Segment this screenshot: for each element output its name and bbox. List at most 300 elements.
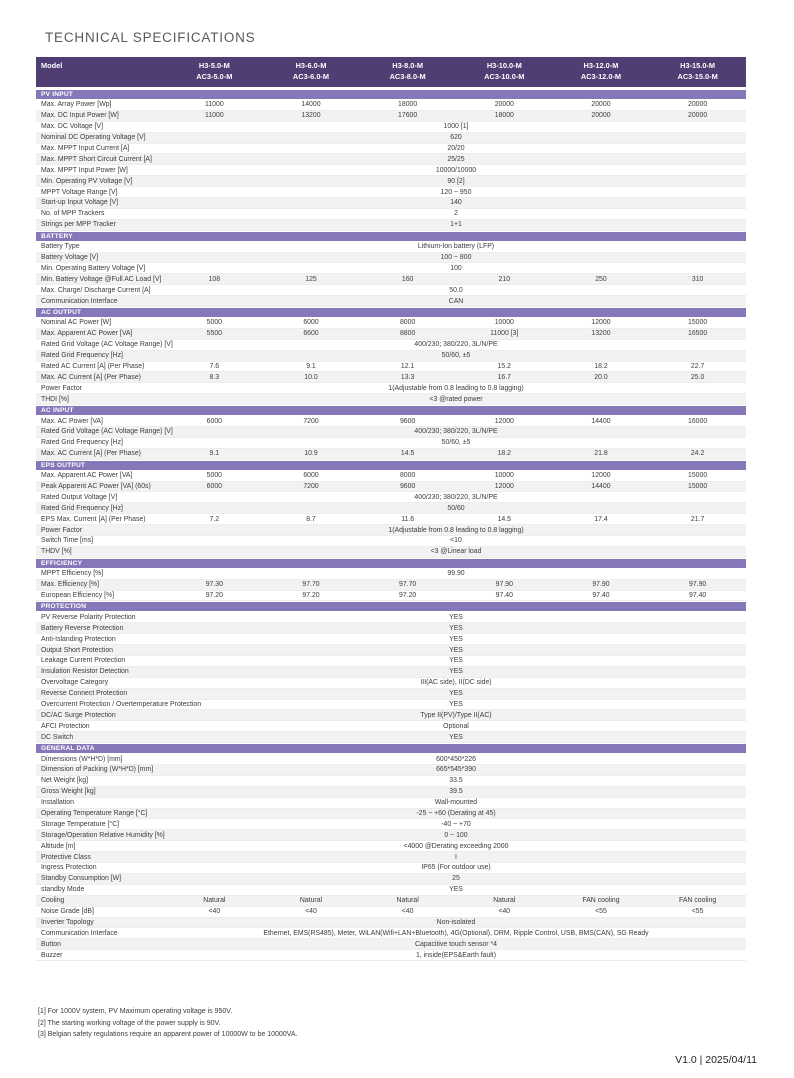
spec-label: Nominal DC Operating Voltage [V] <box>41 134 146 142</box>
spec-value: 6000 <box>206 482 222 490</box>
spec-value: Natural <box>493 897 516 905</box>
spec-label: DC/AC Surge Protection <box>41 711 116 719</box>
spec-value-span: Capacitive touch sensor *4 <box>415 940 497 948</box>
spec-value: 16500 <box>688 330 708 338</box>
spec-row <box>36 580 746 591</box>
model-column-header <box>166 60 263 83</box>
spec-value: 13.3 <box>400 373 415 381</box>
spec-row <box>36 492 746 503</box>
spec-value: 18.2 <box>594 362 608 370</box>
spec-value: 6000 <box>303 319 319 327</box>
spec-value: 14000 <box>301 101 321 109</box>
spec-value: 97.20 <box>205 592 223 599</box>
spec-value: <55 <box>595 908 607 916</box>
spec-value: 7200 <box>303 417 319 425</box>
spec-value-span: 1, inside(EPS&Earth fault) <box>415 951 497 959</box>
spec-label: Battery Reverse Protection <box>41 624 124 632</box>
spec-value: 97.90 <box>495 581 513 589</box>
spec-label: Rated Grid Voltage (AC Voltage Range) [V] <box>41 341 173 349</box>
spec-value: 25.0 <box>690 373 705 381</box>
spec-row <box>36 394 746 405</box>
spec-value-span: 400/230; 380/220, 3L/N/PE <box>414 341 498 349</box>
spec-section <box>36 232 746 307</box>
section-rows <box>36 471 746 558</box>
section-rows <box>36 416 746 460</box>
spec-label: Power Factor <box>41 384 82 392</box>
spec-label: DC Switch <box>41 733 74 741</box>
spec-row <box>36 732 746 743</box>
model-column-header <box>456 60 553 83</box>
footnote-line: [3] Belgian safety regulations require an apparent power of 10000W to be 10000VA. <box>38 1031 298 1038</box>
spec-row <box>36 525 746 536</box>
spec-row <box>36 144 746 155</box>
spec-value-span: 20/20 <box>447 144 465 152</box>
spec-value: 16.7 <box>497 373 511 381</box>
footnote-line: [2] The starting working voltage of the power supply is 90V. <box>38 1019 221 1027</box>
spec-value: Natural <box>396 897 419 905</box>
spec-row <box>36 874 746 885</box>
spec-row <box>36 449 746 460</box>
section-header: AC OUTPUT <box>36 308 746 317</box>
spec-label: Inverter Topology <box>41 918 94 926</box>
spec-row <box>36 645 746 656</box>
spec-value-span: YES <box>449 613 463 621</box>
section-rows <box>36 754 746 961</box>
spec-row <box>36 536 746 547</box>
spec-value: 13200 <box>301 112 321 120</box>
spec-row <box>36 678 746 689</box>
spec-value-span: 50.0 <box>449 286 463 294</box>
specifications-table <box>36 57 746 961</box>
spec-row <box>36 787 746 798</box>
spec-value-span: <3 @Linear load <box>430 548 482 556</box>
spec-value: 13200 <box>591 330 611 338</box>
spec-value: 5000 <box>206 472 222 480</box>
spec-value-span: CAN <box>448 297 464 305</box>
spec-value-span: 600*450*226 <box>436 755 476 763</box>
spec-row <box>36 918 746 929</box>
spec-value: 16000 <box>688 417 708 425</box>
spec-value-span: <4000 @Derating exceeding 2000 <box>403 842 509 850</box>
spec-section <box>36 461 746 558</box>
spec-value: 250 <box>595 275 607 283</box>
spec-row <box>36 340 746 351</box>
model-name-line2: AC3-10.0-M <box>484 72 525 82</box>
table-sections <box>36 90 746 961</box>
spec-label: MPPT Voltage Range [V] <box>41 188 118 196</box>
spec-value: 17600 <box>398 112 418 120</box>
spec-section <box>36 602 746 743</box>
spec-value-span: I <box>455 853 457 861</box>
spec-row <box>36 111 746 122</box>
spec-value: 108 <box>208 275 221 283</box>
model-column-header <box>359 60 456 83</box>
spec-row <box>36 700 746 711</box>
spec-label: Net Weight [kg] <box>41 777 88 785</box>
spec-value-span: 100 ~ 800 <box>440 253 472 261</box>
spec-row <box>36 863 746 874</box>
spec-value: 11000 <box>205 101 224 109</box>
spec-value: 18.2 <box>497 450 511 458</box>
spec-value: 14.5 <box>497 515 511 523</box>
spec-label: Nominal AC Power [W] <box>41 319 112 327</box>
spec-value-span: 50/60, ±5 <box>441 352 471 360</box>
spec-value-span: 90 [2] <box>447 177 465 185</box>
spec-value: 97.70 <box>302 581 320 589</box>
spec-label: Altitude [m] <box>41 842 76 850</box>
spec-row <box>36 263 746 274</box>
spec-value: FAN cooling <box>679 897 717 905</box>
spec-label: Cooling <box>41 897 65 905</box>
spec-row <box>36 591 746 602</box>
footnote-line: [1] For 1000V system, PV Maximum operating voltage is 950V. <box>38 1008 233 1015</box>
spec-value: 15.2 <box>497 362 511 370</box>
spec-section <box>36 90 746 231</box>
spec-value-span: 50/60 <box>447 504 465 512</box>
spec-value-span: 100 <box>450 264 462 272</box>
spec-value: 11.6 <box>401 515 415 523</box>
spec-label: Gross Weight [kg] <box>41 788 96 796</box>
spec-value: 9600 <box>399 482 416 490</box>
spec-row <box>36 798 746 809</box>
spec-value-span: YES <box>449 690 463 698</box>
model-name-line2: AC3-5.0-M <box>196 72 233 82</box>
section-header: EPS OUTPUT <box>36 461 746 470</box>
spec-row <box>36 351 746 362</box>
spec-label: Button <box>41 940 61 948</box>
spec-value: 97.20 <box>399 592 417 599</box>
section-rows <box>36 612 746 743</box>
spec-value: <40 <box>498 908 511 916</box>
section-rows <box>36 100 746 231</box>
spec-value: 20000 <box>688 101 708 109</box>
spec-value: 11000 <box>205 112 224 120</box>
model-name-line1: H3-6.0-M <box>295 61 327 70</box>
spec-value: 8.3 <box>209 373 220 381</box>
spec-row <box>36 852 746 863</box>
spec-label: Operating Temperature Range [°C] <box>41 810 148 818</box>
spec-value: 15000 <box>688 472 708 480</box>
spec-value: 15000 <box>688 482 708 490</box>
section-rows <box>36 242 746 307</box>
spec-value: 7200 <box>303 482 319 490</box>
spec-value-span: 665*545*390 <box>436 766 476 774</box>
spec-value: <40 <box>305 908 317 916</box>
spec-row <box>36 809 746 820</box>
spec-value: 12000 <box>494 482 514 490</box>
spec-value: 20000 <box>591 101 611 109</box>
spec-label: European Efficiency [%] <box>41 592 115 599</box>
spec-value: 14.5 <box>400 450 415 458</box>
spec-row <box>36 656 746 667</box>
spec-row <box>36 896 746 907</box>
spec-value: 14400 <box>591 482 611 490</box>
model-column-header <box>553 60 650 83</box>
section-rows <box>36 569 746 602</box>
spec-value: 125 <box>305 275 317 283</box>
spec-value: 5500 <box>206 330 222 338</box>
section-header: EFFICIENCY <box>36 559 746 568</box>
section-header: BATTERY <box>36 232 746 241</box>
spec-value-span: 33.5 <box>449 777 463 785</box>
spec-value: <55 <box>691 908 704 916</box>
spec-value-span: 2 <box>454 210 458 218</box>
model-column-header <box>649 60 746 83</box>
page-title: TECHNICAL SPECIFICATIONS <box>45 30 256 45</box>
spec-label: Leakage Current Protection <box>41 657 126 665</box>
spec-label: Power Factor <box>41 526 82 534</box>
spec-value: 160 <box>401 275 414 283</box>
spec-label: Max. AC Current [A] (Per Phase) <box>41 450 141 458</box>
spec-label: Max. Apparent AC Power [VA] <box>41 472 133 480</box>
spec-value: 6000 <box>206 417 222 425</box>
spec-value-span: 1(Adjustable from 0.8 leading to 0.8 lagging) <box>388 384 524 392</box>
spec-label: Max. Array Power [Wp] <box>41 101 112 109</box>
spec-label: Max. DC Input Power [W] <box>41 112 119 120</box>
spec-value: 9.1 <box>306 362 316 370</box>
spec-row <box>36 907 746 918</box>
spec-value: 7.2 <box>209 515 220 523</box>
spec-label: Min. Operating PV Voltage [V] <box>41 177 133 185</box>
spec-label: Max. Efficiency [%] <box>41 581 100 589</box>
spec-label: Overvoltage Category <box>41 679 109 687</box>
spec-value: 20000 <box>591 112 611 120</box>
section-header: AC INPUT <box>36 406 746 415</box>
spec-value: 12000 <box>494 417 514 425</box>
spec-value: <40 <box>401 908 414 916</box>
model-name-line1: H3-10.0-M <box>486 61 522 70</box>
spec-row <box>36 187 746 198</box>
spec-value-span: Wall-mounted <box>434 799 478 807</box>
spec-value: 20.0 <box>594 373 608 381</box>
spec-row <box>36 928 746 939</box>
spec-label: Battery Voltage [V] <box>41 253 99 261</box>
spec-label: Rated Grid Voltage (AC Voltage Range) [V] <box>41 428 173 436</box>
spec-value: 10000 <box>494 472 514 480</box>
model-name-line2: AC3-6.0-M <box>292 72 330 82</box>
spec-row <box>36 841 746 852</box>
spec-value-span: 1000 [1] <box>443 123 469 131</box>
model-name-line2: AC3-12.0-M <box>580 72 622 82</box>
spec-row <box>36 154 746 165</box>
spec-label: Buzzer <box>41 951 63 959</box>
spec-label: No. of MPP Trackers <box>41 210 105 218</box>
spec-row <box>36 830 746 841</box>
spec-value: 17.4 <box>594 515 608 523</box>
spec-row <box>36 274 746 285</box>
spec-label: Battery Type <box>41 243 80 251</box>
model-name-line1: H3-5.0-M <box>198 61 230 70</box>
spec-value: 8000 <box>399 319 416 327</box>
spec-label: THDI [%] <box>41 395 69 403</box>
spec-label: Rated Grid Frequency [Hz] <box>41 439 123 447</box>
spec-label: Installation <box>41 799 74 807</box>
spec-value-span: YES <box>449 733 463 741</box>
spec-value: 5000 <box>206 319 222 327</box>
spec-value: 8.7 <box>306 515 316 523</box>
spec-label: Max. DC Voltage [V] <box>41 123 104 131</box>
spec-value-span: 25/25 <box>447 155 465 163</box>
model-name-line1: H3-15.0-M <box>680 61 716 70</box>
footnotes <box>38 1008 297 1043</box>
spec-value-span: 50/60, ±5 <box>441 439 471 447</box>
spec-value-span: 0 ~ 100 <box>444 831 468 839</box>
spec-value-span: YES <box>449 635 463 643</box>
spec-value: 14400 <box>591 417 611 425</box>
spec-row <box>36 710 746 721</box>
spec-value: 11000 [3] <box>490 330 519 338</box>
model-name-line2: AC3-15.0-M <box>677 72 718 82</box>
spec-label: Dimension of Packing (W*H*D) [mm] <box>41 766 154 774</box>
spec-value: FAN cooling <box>582 897 620 905</box>
spec-row <box>36 634 746 645</box>
spec-value: 310 <box>691 275 704 283</box>
spec-row <box>36 950 746 961</box>
spec-label: Storage Temperature [°C] <box>41 820 120 828</box>
spec-label: Protective Class <box>41 853 91 861</box>
spec-value: 7.6 <box>209 362 220 370</box>
spec-value-span: 400/230; 380/220, 3L/N/PE <box>414 428 498 436</box>
spec-label: standby Mode <box>41 886 85 894</box>
spec-value-span: <10 <box>450 537 462 545</box>
spec-row <box>36 438 746 449</box>
spec-row <box>36 383 746 394</box>
spec-row <box>36 220 746 231</box>
spec-row <box>36 176 746 187</box>
spec-row <box>36 209 746 220</box>
spec-value: 10.0 <box>304 373 318 381</box>
spec-value: 9.1 <box>209 450 220 458</box>
spec-section <box>36 308 746 405</box>
spec-value: 21.8 <box>594 450 608 458</box>
spec-row <box>36 547 746 558</box>
spec-row <box>36 416 746 427</box>
spec-label: Dimensions (W*H*D) [mm] <box>41 755 123 763</box>
spec-label: Ingress Protection <box>41 864 97 872</box>
spec-value-span: YES <box>449 657 463 665</box>
spec-value: 12.1 <box>400 362 415 370</box>
spec-label: Max. MPPT Input Power [W] <box>41 166 128 174</box>
spec-value: 97.70 <box>399 581 417 589</box>
spec-label: Rated Output Voltage [V] <box>41 493 118 501</box>
spec-value: 6000 <box>303 472 319 480</box>
spec-row <box>36 198 746 209</box>
spec-label: Max. AC Current [A] (Per Phase) <box>41 373 141 381</box>
spec-value: 97.90 <box>592 581 610 589</box>
spec-value: 97.90 <box>688 581 707 589</box>
spec-row <box>36 819 746 830</box>
spec-value: 97.30 <box>205 581 223 589</box>
spec-label: Anti-Islanding Protection <box>41 635 116 643</box>
spec-row <box>36 372 746 383</box>
spec-label: Reverse Connect Protection <box>41 690 128 698</box>
spec-row <box>36 776 746 787</box>
spec-value-span: 10000/10000 <box>435 166 477 174</box>
spec-label: Communication Interface <box>41 297 118 305</box>
spec-row <box>36 514 746 525</box>
spec-row <box>36 623 746 634</box>
spec-row <box>36 765 746 776</box>
spec-value: 20000 <box>494 101 514 109</box>
spec-value: 6600 <box>303 330 319 338</box>
spec-value-span: Optional <box>443 722 469 730</box>
spec-value-span: Type II(PV)/Type II(AC) <box>420 711 492 719</box>
spec-row <box>36 296 746 307</box>
spec-label: Max. MPPT Short Circuit Current [A] <box>41 155 152 163</box>
spec-label: AFCI Protection <box>41 722 90 730</box>
spec-label: Standby Consumption [W] <box>41 875 122 883</box>
spec-section <box>36 744 746 961</box>
spec-value: 20000 <box>688 112 708 120</box>
spec-row <box>36 885 746 896</box>
spec-label: Storage/Operation Relative Humidity [%] <box>41 831 165 839</box>
spec-value-span: -25 ~ +60 (Derating at 45) <box>416 810 496 818</box>
spec-label: Min. Battery Voltage @Full AC Load [V] <box>41 275 162 283</box>
spec-value-span: Non-isolated <box>436 918 476 926</box>
spec-value: 21.7 <box>690 515 705 523</box>
spec-value-span: 120 ~ 950 <box>440 188 472 196</box>
spec-value: 15000 <box>688 319 708 327</box>
spec-value-span: 140 <box>450 199 462 207</box>
spec-value-span: III(AC side), II(DC side) <box>420 679 492 687</box>
spec-row <box>36 939 746 950</box>
spec-value: 97.20 <box>302 592 320 599</box>
spec-value-span: Ethernet, EMS(RS485), Meter, WiLAN(Wifi+LAN+Bluetooth), 4G(Optional), DRM, Ripple Control, USB, BMS(CAN), SG Ready <box>263 929 649 937</box>
spec-value-span: YES <box>449 886 463 894</box>
spec-label: Output Short Protection <box>41 646 114 654</box>
spec-row <box>36 569 746 580</box>
spec-value: 10000 <box>494 319 514 327</box>
spec-value: 10.9 <box>304 450 318 458</box>
spec-row <box>36 318 746 329</box>
spec-row <box>36 362 746 373</box>
spec-row <box>36 285 746 296</box>
spec-value: 8800 <box>399 330 416 338</box>
spec-value-span: 99.90 <box>447 570 465 578</box>
section-header: PV INPUT <box>36 90 746 99</box>
spec-label: Start-up Input Voltage [V] <box>41 199 118 207</box>
spec-label: Peak Apparent AC Power [VA] (60s) <box>41 482 151 490</box>
spec-label: Insulation Resistor Detection <box>41 668 129 676</box>
spec-value-span: 620 <box>450 134 462 142</box>
spec-value-span: 25 <box>452 875 460 883</box>
spec-value-span: YES <box>449 701 463 709</box>
spec-value-span: Lithium-Ion battery (LFP) <box>417 243 495 251</box>
spec-value: 97.40 <box>688 592 707 599</box>
spec-label: Noise Grade [dB] <box>41 908 94 916</box>
spec-row <box>36 503 746 514</box>
spec-label: Switch Time [ms] <box>41 537 94 545</box>
spec-label: Rated AC Current [A] (Per Phase) <box>41 362 145 370</box>
spec-label: THDV [%] <box>41 548 72 556</box>
spec-value: 97.40 <box>495 592 513 599</box>
spec-value: 97.40 <box>592 592 610 599</box>
spec-value: 9600 <box>399 417 416 425</box>
spec-row <box>36 689 746 700</box>
spec-row <box>36 100 746 111</box>
version-stamp: V1.0 | 2025/04/11 <box>675 1054 757 1066</box>
model-name-line2: AC3-8.0-M <box>389 72 426 82</box>
spec-row <box>36 242 746 253</box>
spec-value-span: <3 @rated power <box>429 395 483 403</box>
spec-value-span: YES <box>449 624 463 632</box>
spec-value: 18000 <box>398 101 418 109</box>
spec-label: Max. AC Power [VA] <box>41 417 103 425</box>
model-name-line1: H3-8.0-M <box>392 61 424 70</box>
spec-value: Natural <box>299 897 323 905</box>
spec-label: Rated Grid Frequency [Hz] <box>41 352 123 360</box>
spec-row <box>36 667 746 678</box>
